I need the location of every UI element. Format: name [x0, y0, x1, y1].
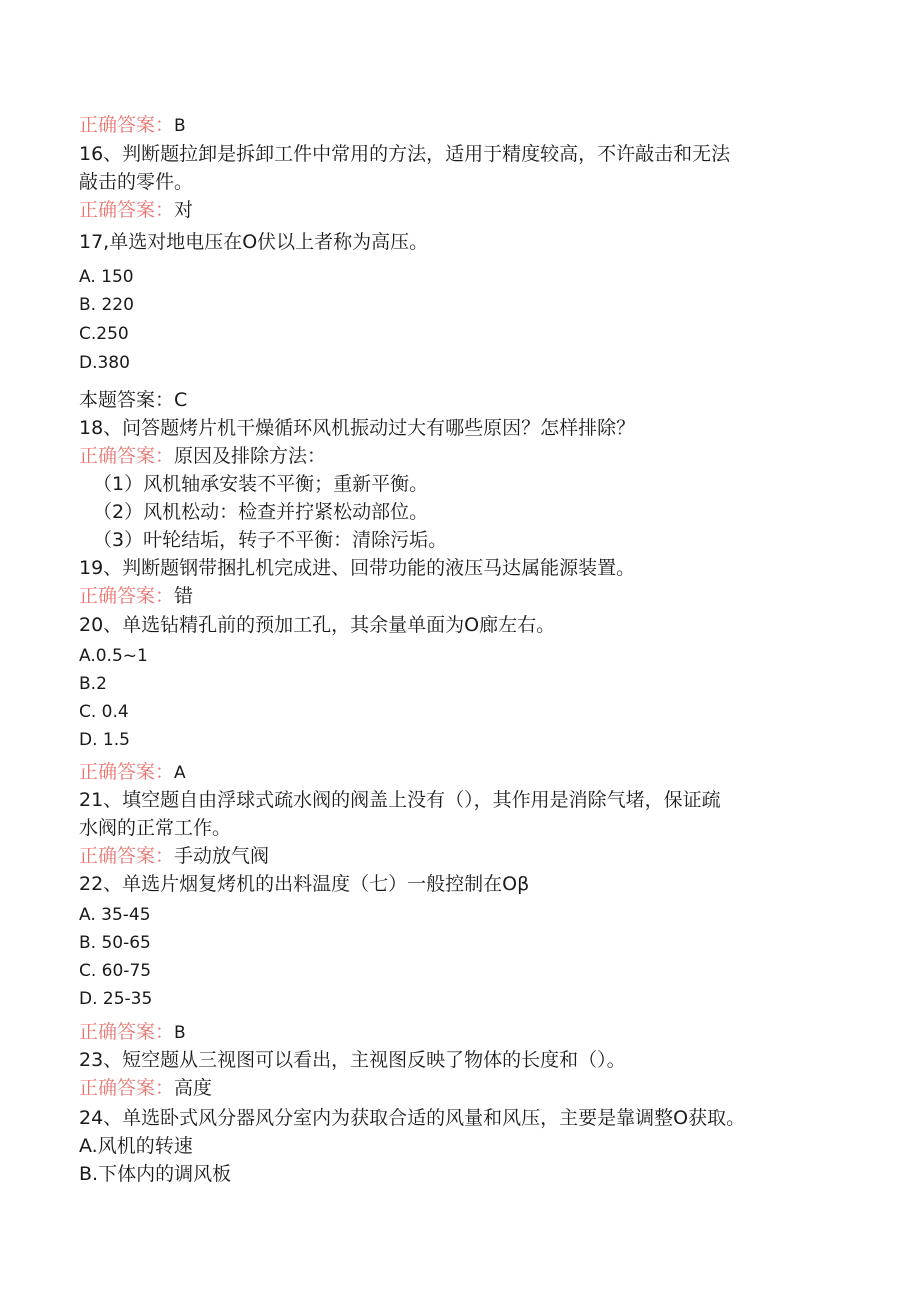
option-a: A. 150: [79, 267, 134, 287]
answer-line-15: [79, 113, 186, 138]
question-22: 22、单选片烟复烤机的出料温度（七）一般控制在Oβ: [79, 873, 530, 895]
answer-line-20: [79, 760, 186, 785]
answer-label: 正确答案：: [79, 445, 175, 467]
answer-line-21: [79, 844, 269, 868]
question-20: 20、单选钻精孔前的预加工孔，其余量单面为O廊左右。: [79, 614, 556, 636]
answer-value: 手动放气阀: [174, 845, 270, 867]
question-18: 18、问答题烤片机干燥循环风机振动过大有哪些原因？怎样排除？: [79, 417, 636, 439]
answer-label: 正确答案：: [79, 1077, 175, 1099]
answer-label: 正确答案：: [79, 845, 175, 867]
option-c: C. 0.4: [79, 702, 129, 722]
answer-line-22: [79, 1020, 186, 1045]
answer-label: 正确答案：: [79, 761, 175, 783]
answer-value: 错: [174, 585, 194, 607]
question-17: 17,单选对地电压在O伏以上者称为高压。: [79, 231, 429, 253]
option-a: A. 35-45: [79, 905, 151, 925]
answer-line-23: [79, 1076, 212, 1100]
option-b: B.下体内的调风板: [79, 1163, 232, 1185]
answer-item-1: （1）风机轴承安装不平衡；重新平衡。: [93, 473, 429, 495]
answer-line-18: [79, 444, 326, 468]
option-d: D. 1.5: [79, 730, 130, 750]
answer-value: B: [174, 1023, 186, 1043]
option-d: D.380: [79, 353, 130, 373]
answer-line-19: [79, 584, 193, 608]
question-16: 16、判断题拉卸是拆卸工件中常用的方法，适用于精度较高，不许敲击和无法: [79, 143, 731, 165]
answer-item-2: （2）风机松动：检查并拧紧松动部位。: [93, 501, 429, 523]
answer-value: 对: [174, 199, 194, 221]
answer-value: 原因及排除方法：: [174, 445, 327, 467]
option-b: B.2: [79, 674, 107, 694]
answer-value: 高度: [174, 1077, 213, 1099]
option-a: A.0.5~1: [79, 646, 148, 666]
option-c: C.250: [79, 324, 129, 344]
question-16-cont: 敲击的零件。: [79, 171, 194, 193]
question-24: 24、单选卧式风分器风分室内为获取合适的风量和风压，主要是靠调整O获取。: [79, 1107, 746, 1129]
answer-value: B: [174, 116, 186, 136]
option-b: B. 220: [79, 295, 134, 315]
answer-item-3: （3）叶轮结垢，转子不平衡：清除污垢。: [93, 529, 448, 551]
question-23: 23、短空题从三视图可以看出，主视图反映了物体的长度和（）。: [79, 1049, 626, 1071]
answer-value: A: [174, 763, 186, 783]
answer-line-16: [79, 198, 193, 222]
answer-label: 正确答案：: [79, 114, 175, 136]
option-a: A.风机的转速: [79, 1135, 193, 1157]
answer-label: 正确答案：: [79, 199, 175, 221]
answer-label: 正确答案：: [79, 585, 175, 607]
question-19: 19、判断题钢带捆扎机完成进、回带功能的液压马达属能源装置。: [79, 557, 636, 579]
answer-line-17: 本题答案：C: [79, 389, 188, 411]
option-d: D. 25-35: [79, 989, 153, 1009]
question-21-cont: 水阀的正常工作。: [79, 817, 232, 839]
option-c: C. 60-75: [79, 961, 152, 981]
question-21: 21、填空题自由浮球式疏水阀的阀盖上没有（），其作用是消除气堵，保证疏: [79, 789, 721, 811]
answer-label: 正确答案：: [79, 1021, 175, 1043]
option-b: B. 50-65: [79, 933, 151, 953]
